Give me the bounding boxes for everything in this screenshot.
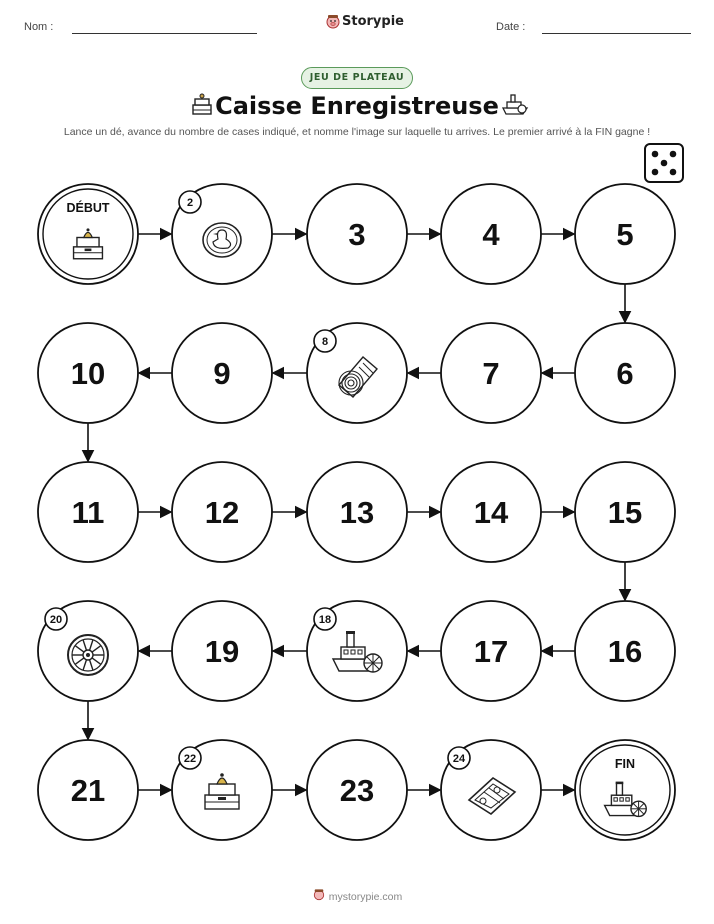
brand-name: Storypie	[342, 14, 404, 29]
board-space-17[interactable]	[441, 601, 541, 701]
board-space-22[interactable]	[172, 740, 272, 840]
board-space-19[interactable]	[172, 601, 272, 701]
space-number: 5	[616, 217, 634, 252]
space-number: 15	[607, 495, 643, 530]
space-number: 10	[70, 356, 106, 391]
board-space-20[interactable]	[38, 601, 138, 701]
board-space-12[interactable]	[172, 462, 272, 562]
board-space-16[interactable]	[575, 601, 675, 701]
board-space-6[interactable]	[575, 323, 675, 423]
svg-text:18: 18	[318, 614, 332, 626]
svg-text:22: 22	[183, 753, 197, 765]
duck-coin-icon	[203, 223, 241, 257]
board-space-18[interactable]	[307, 601, 407, 701]
space-number: 16	[607, 634, 643, 669]
board-space-3[interactable]	[307, 184, 407, 284]
footer	[0, 889, 714, 903]
board-space-5[interactable]	[575, 184, 675, 284]
board-space-14[interactable]	[441, 462, 541, 562]
space-number-badge	[179, 191, 201, 213]
board-space-13[interactable]	[307, 462, 407, 562]
finish-label: FIN	[614, 757, 636, 771]
space-number: 6	[616, 356, 634, 391]
board-space-24[interactable]	[441, 740, 541, 840]
board-space-23[interactable]	[307, 740, 407, 840]
instructions: Lance un dé, avance du nombre de cases indiqué, et nomme l'image sur laquelle tu arrives. Le premier arrivé à la FIN gagne !	[63, 126, 651, 138]
board-space-finish[interactable]	[575, 740, 675, 840]
board-space-21[interactable]	[38, 740, 138, 840]
footer-url[interactable]: mystorypie.com	[328, 891, 403, 903]
board-space-2[interactable]	[172, 184, 272, 284]
space-number: 11	[71, 495, 105, 530]
space-number: 9	[213, 356, 231, 391]
space-number: 13	[339, 495, 375, 530]
space-number: 21	[70, 773, 106, 808]
board-space-start[interactable]	[38, 184, 138, 284]
space-number: 4	[482, 217, 500, 252]
space-number: 7	[482, 356, 500, 391]
space-number: 23	[339, 773, 375, 808]
board-space-11[interactable]	[38, 462, 138, 562]
svg-text:24: 24	[452, 753, 466, 765]
board-space-7[interactable]	[441, 323, 541, 423]
game-type-badge: JEU DE PLATEAU	[301, 67, 413, 89]
space-number-badge	[45, 608, 67, 630]
space-number-badge	[314, 330, 336, 352]
start-label: DÉBUT	[66, 201, 110, 215]
space-number: 14	[473, 495, 509, 530]
svg-text:20: 20	[49, 614, 63, 626]
space-number: 19	[204, 634, 240, 669]
name-label: Nom :	[24, 21, 54, 33]
board-space-4[interactable]	[441, 184, 541, 284]
board-space-8[interactable]	[307, 323, 407, 423]
board-space-9[interactable]	[172, 323, 272, 423]
svg-text:2: 2	[186, 197, 194, 209]
page-title: Caisse Enregistreuse	[215, 92, 499, 120]
wheel-icon	[68, 635, 108, 675]
footer-pig-icon	[312, 889, 326, 901]
space-number: 3	[348, 217, 366, 252]
space-number-badge	[314, 608, 336, 630]
space-number: 17	[473, 634, 509, 669]
date-label: Date :	[496, 21, 526, 33]
board-space-10[interactable]	[38, 323, 138, 423]
board-space-15[interactable]	[575, 462, 675, 562]
space-number-badge	[448, 747, 470, 769]
space-number-badge	[179, 747, 201, 769]
space-number: 12	[204, 495, 240, 530]
svg-text:8: 8	[321, 336, 329, 348]
